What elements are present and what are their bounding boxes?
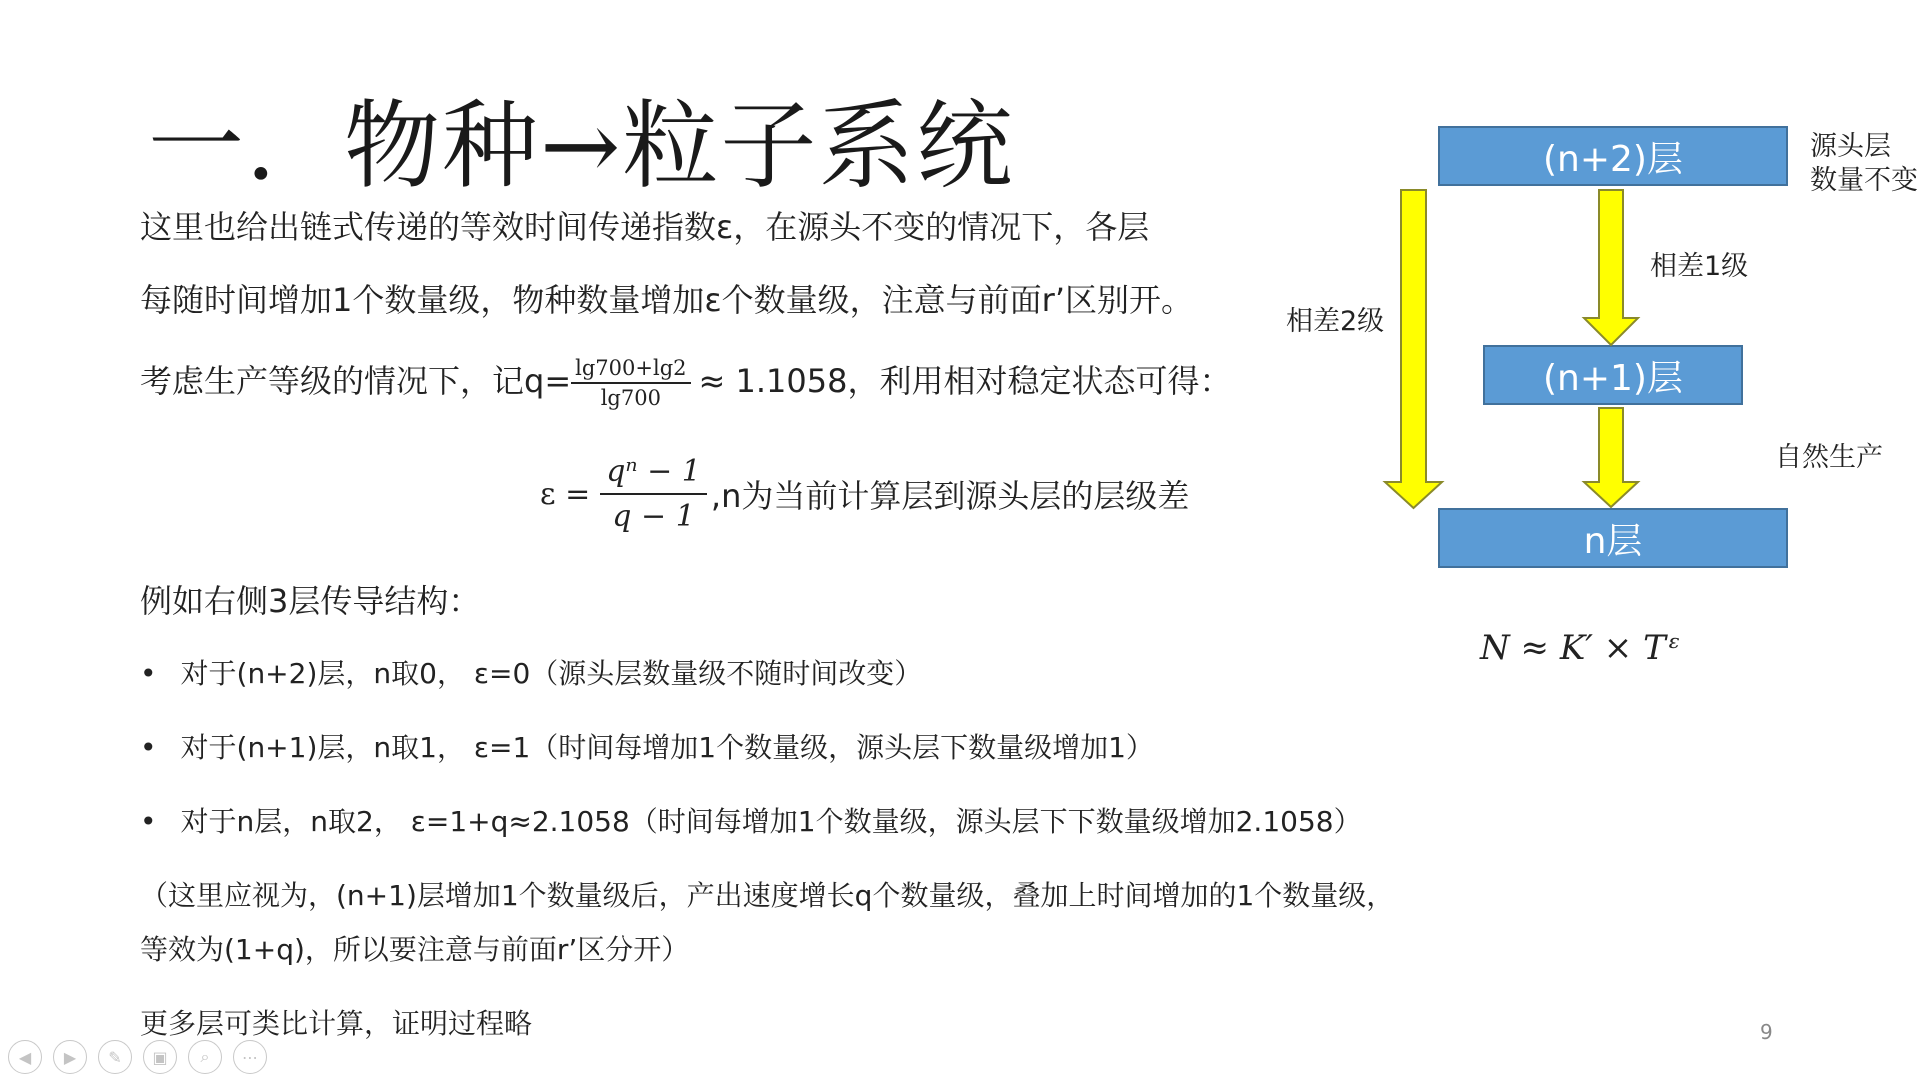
q-fraction-denominator: lg700 (600, 386, 661, 410)
intro-line-2: 每随时间增加1个数量级，物种数量增加ε个数量级，注意与前面r’区别开。 (140, 281, 1193, 319)
q-definition-prefix: 考虑生产等级的情况下，记q= (140, 362, 572, 400)
label-diff-2: 相差2级 (1286, 306, 1385, 337)
slide-title: 一．物种→粒子系统 (148, 90, 1015, 202)
equation-numerator: qⁿ − 1 (600, 454, 707, 495)
note-line-1: （这里应视为，(n+1)层增加1个数量级后，产出速度增长q个数量级，叠加上时间增加的1个数量级， (140, 879, 1395, 912)
zoom-icon[interactable]: ⌕ (188, 1040, 222, 1074)
q-definition-suffix: ≈ 1.1058，利用相对稳定状态可得： (698, 362, 1232, 400)
bullet-text: 对于n层，n取2， ε=1+q≈2.1058（时间每增加1个数量级，源头层下下数量级增加2.1058） (180, 805, 1362, 838)
bullet-item: • 对于n层，n取2， ε=1+q≈2.1058（时间每增加1个数量级，源头层下下数量级增加2.1058） (140, 805, 1362, 838)
label-source-line-1: 源头层 (1810, 131, 1891, 162)
slides-icon[interactable]: ▣ (143, 1040, 177, 1074)
pen-icon[interactable]: ✎ (98, 1040, 132, 1074)
prev-icon[interactable]: ◀ (8, 1040, 42, 1074)
closing-line: 更多层可类比计算，证明过程略 (140, 1007, 533, 1040)
q-fraction-numerator: lg700+lg2 (571, 356, 690, 384)
equation-denominator: q − 1 (612, 499, 695, 534)
bullet-item: • 对于(n+1)层，n取1， ε=1（时间每增加1个数量级，源头层下数量级增加1） (140, 731, 1154, 764)
layer-box-middle: (n+1)层 (1483, 345, 1743, 405)
next-icon[interactable]: ▶ (53, 1040, 87, 1074)
intro-line-1: 这里也给出链式传递的等效时间传递指数ε，在源头不变的情况下，各层 (140, 208, 1150, 246)
bullet-text: 对于(n+1)层，n取1， ε=1（时间每增加1个数量级，源头层下数量级增加1） (180, 731, 1154, 764)
formula-n: N ≈ K′ × Tᵋ (1480, 628, 1681, 668)
arrow-natural (1584, 408, 1638, 507)
arrow-diff-1 (1584, 190, 1638, 345)
arrow-diff-2 (1385, 190, 1442, 508)
label-natural-production: 自然生产 (1775, 442, 1883, 473)
bullet-text: 对于(n+2)层，n取0， ε=0（源头层数量级不随时间改变） (180, 657, 923, 690)
label-diff-1: 相差1级 (1650, 251, 1749, 282)
equation-lhs: ε = (540, 476, 591, 512)
layer-box-bottom: n层 (1438, 508, 1788, 568)
label-source-line-2: 数量不变 (1810, 165, 1918, 196)
example-intro: 例如右侧3层传导结构： (140, 582, 481, 620)
more-icon[interactable]: ⋯ (233, 1040, 267, 1074)
equation-note: ,n为当前计算层到源头层的层级差 (710, 477, 1190, 515)
layer-box-top: (n+2)层 (1438, 126, 1788, 186)
bullet-item: • 对于(n+2)层，n取0， ε=0（源头层数量级不随时间改变） (140, 657, 923, 690)
page-number: 9 (1760, 1020, 1773, 1044)
note-line-2: 等效为(1+q)，所以要注意与前面r’区分开） (140, 933, 690, 966)
